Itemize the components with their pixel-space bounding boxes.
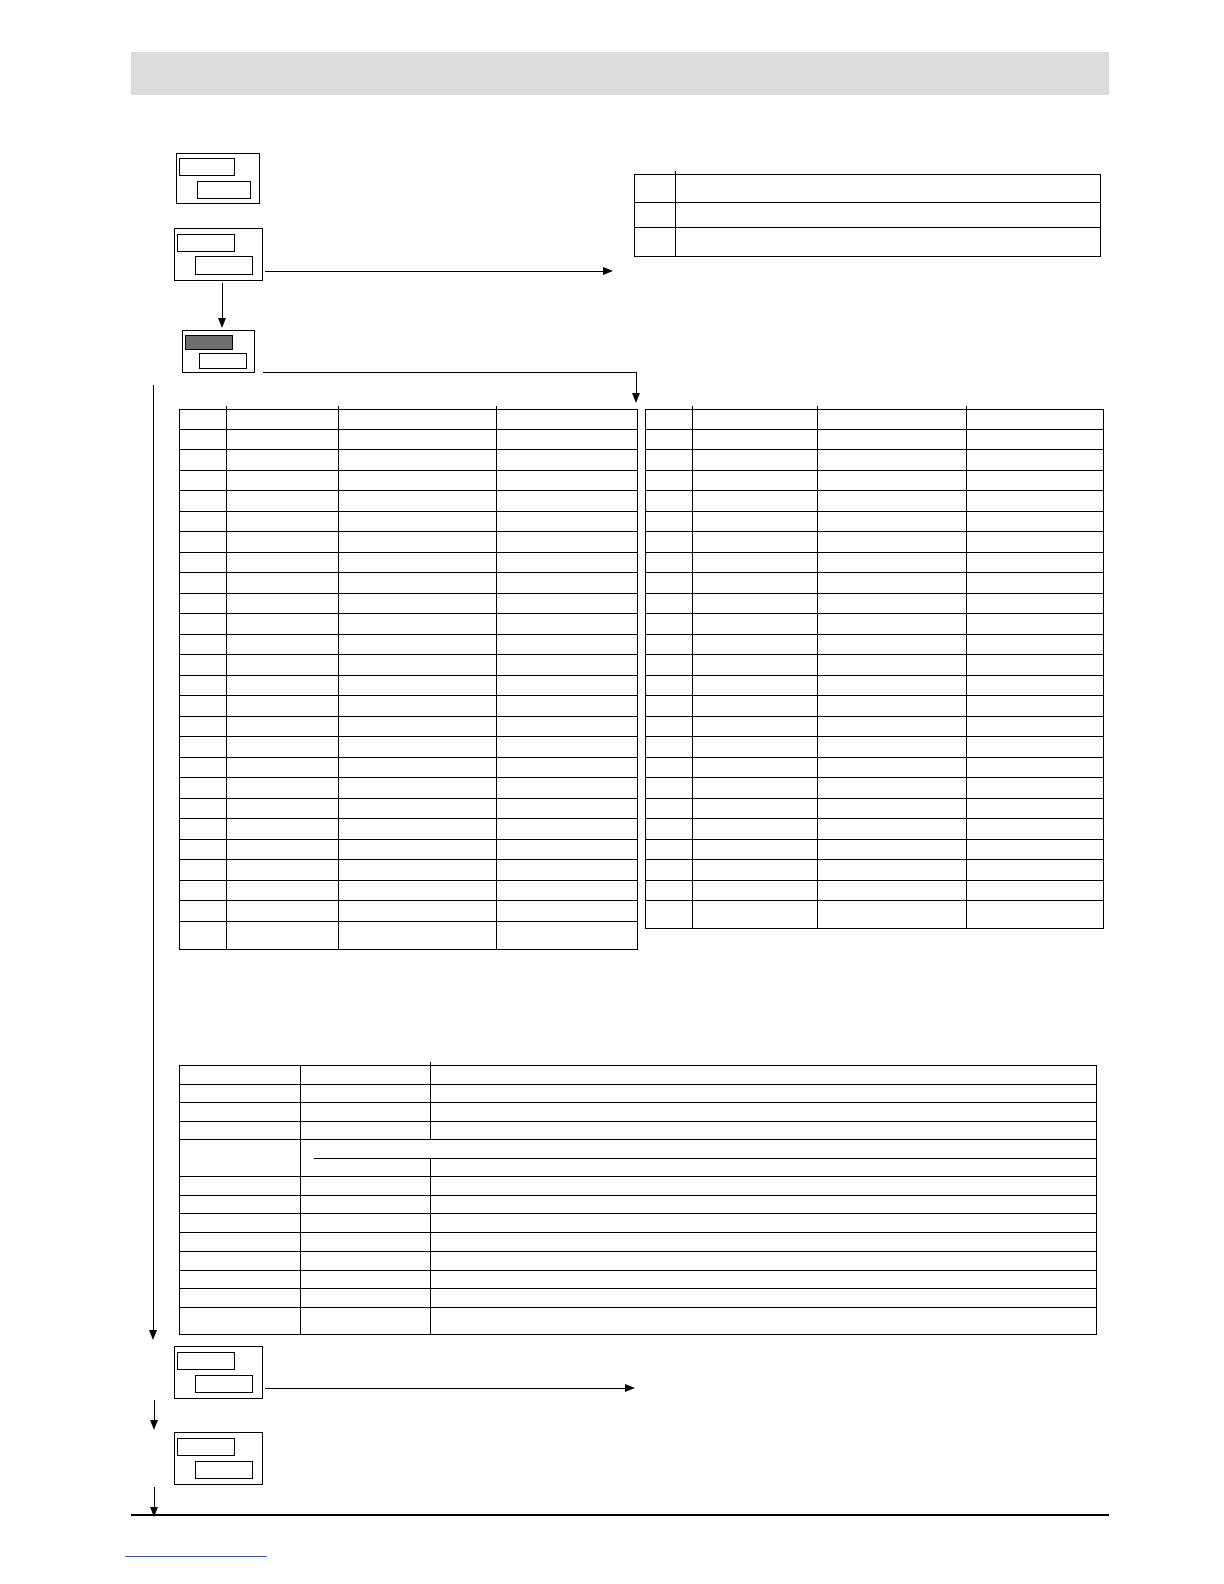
arrow-head: [603, 267, 613, 275]
flow-arrow: [154, 1487, 155, 1507]
arrow-head: [218, 318, 226, 328]
display-top-field: [177, 1438, 235, 1456]
parameter-table-right: [645, 409, 1104, 929]
display-device-5: [174, 1432, 263, 1485]
display-bottom-field: [199, 353, 247, 369]
display-bottom-field: [197, 181, 251, 199]
arrow-head: [632, 393, 640, 403]
footer-link-underline[interactable]: [125, 1556, 267, 1557]
header-bar: [131, 52, 1109, 95]
flow-arrow: [265, 271, 603, 272]
arrow-head: [150, 1420, 158, 1430]
footer-rule: [131, 1514, 1109, 1516]
display-device-2: [174, 228, 263, 281]
arrow-head: [625, 1384, 635, 1392]
flow-arrow: [636, 372, 637, 393]
display-top-field: [177, 1352, 235, 1370]
arrow-head: [149, 1330, 157, 1340]
flow-arrow: [222, 283, 223, 318]
parameter-table-left: [179, 409, 638, 950]
display-device-3: [182, 330, 255, 373]
display-top-field: [179, 158, 235, 176]
flow-arrow: [153, 385, 154, 1330]
flow-arrow: [265, 1388, 625, 1389]
display-bottom-field: [195, 1375, 253, 1393]
flow-arrow: [154, 1400, 155, 1420]
options-table: [634, 174, 1101, 257]
description-table: [179, 1065, 1097, 1335]
display-device-4: [174, 1346, 263, 1399]
display-bottom-field: [195, 1461, 253, 1479]
display-top-field-highlighted: [185, 335, 233, 350]
display-bottom-field: [195, 256, 253, 275]
display-top-field: [177, 234, 235, 252]
display-device-1: [176, 153, 260, 204]
flow-arrow: [263, 372, 636, 373]
